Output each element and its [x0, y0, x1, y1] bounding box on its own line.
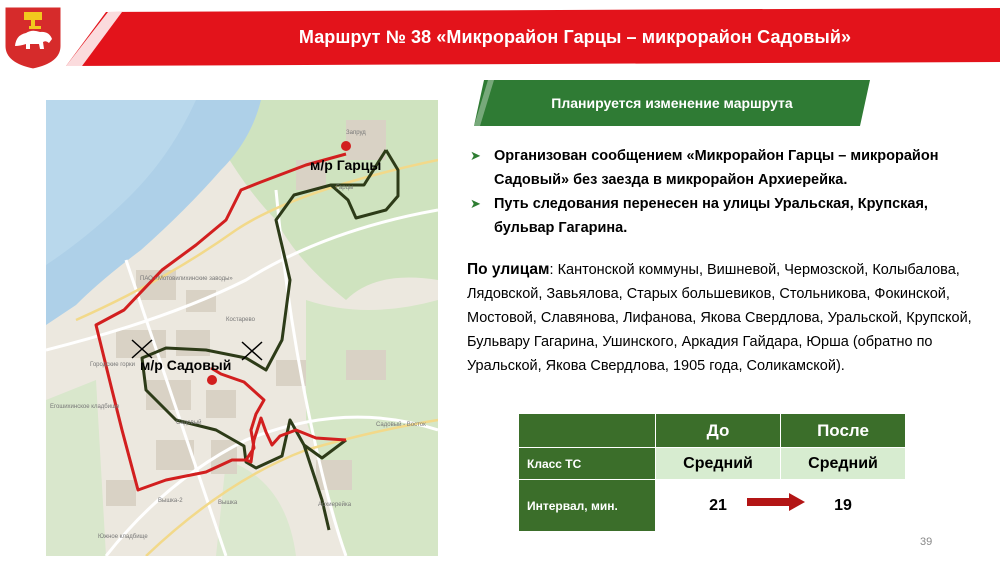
map-label-garcy: м/р Гарцы — [310, 157, 382, 173]
comparison-table — [518, 413, 906, 532]
route-map — [46, 100, 438, 556]
map-small-label: Городские горки — [90, 362, 135, 368]
map-small-label: Запруд — [346, 130, 366, 136]
map-label-sadovy: м/р Садовый — [140, 357, 232, 373]
sadovy-endpoint-marker — [207, 375, 217, 385]
map-small-label: Садовый - Восток — [376, 422, 426, 428]
page-number: 39 — [920, 536, 933, 548]
bullet-arrow-icon: ➤ — [470, 196, 481, 211]
garcy-endpoint-marker — [341, 141, 351, 151]
summary-bullet: ➤ Путь следования перенесен на улицы Уральская, Крупская, бульвар Гагарина. — [470, 192, 985, 240]
right-arrow-icon — [745, 492, 807, 512]
street-list-lead: По улицам — [467, 261, 550, 278]
map-small-label: Вышка — [218, 500, 238, 506]
map-small-label: Садовый — [176, 420, 202, 426]
cell-after: Средний — [781, 448, 906, 480]
cell-before: 21 — [656, 480, 781, 532]
page-title: Маршрут № 38 «Микрорайон Гарцы – микрорайон Садовый» — [298, 26, 852, 47]
column-header-before: До — [656, 414, 781, 448]
plan-change-heading: Планируется изменение маршрута — [551, 95, 793, 111]
street-list-text: : Кантонской коммуны, Вишневой, Чермозской, Колыбалова, Лядовской, Завьялова, Старых большевиков, Стольникова, Фокинской, Мостовой, Славянова, Лифанова, Якова Свердлова, Уральской, Крупской, Бульвару Гагарина, Ушинского, Аркадия Гайдара, Юрша (обратно по Уральской, Якова Свердлова, 1905 года, Соликамской). — [467, 262, 972, 374]
map-small-label: ПАО «Мотовилихинские заводы» — [140, 276, 233, 282]
map-small-label: Архиерейка — [318, 502, 352, 508]
cell-after: 19 — [781, 480, 906, 532]
street-list — [467, 258, 977, 378]
map-small-label: Костарево — [226, 317, 255, 323]
table-corner — [519, 414, 656, 448]
row-label: Интервал, мин. — [519, 480, 656, 532]
column-header-after: После — [781, 414, 906, 448]
bullet-arrow-icon: ➤ — [470, 148, 481, 163]
perm-bear-coat-of-arms-icon — [0, 2, 66, 72]
map-small-label: Егошихинское кладбище — [50, 404, 120, 410]
row-label: Класс ТС — [519, 448, 656, 480]
summary-bullet: ➤ Организован сообщением «Микрорайон Гарцы – микрорайон Садовый» без заезда в микрорайон Архиерейка. — [470, 144, 985, 192]
map-small-label: Южное кладбище — [98, 534, 148, 540]
map-small-label: Вышка-2 — [158, 498, 183, 504]
map-small-label: Гарцы — [336, 185, 354, 191]
change-summary — [470, 144, 985, 240]
cell-before: Средний — [656, 448, 781, 480]
